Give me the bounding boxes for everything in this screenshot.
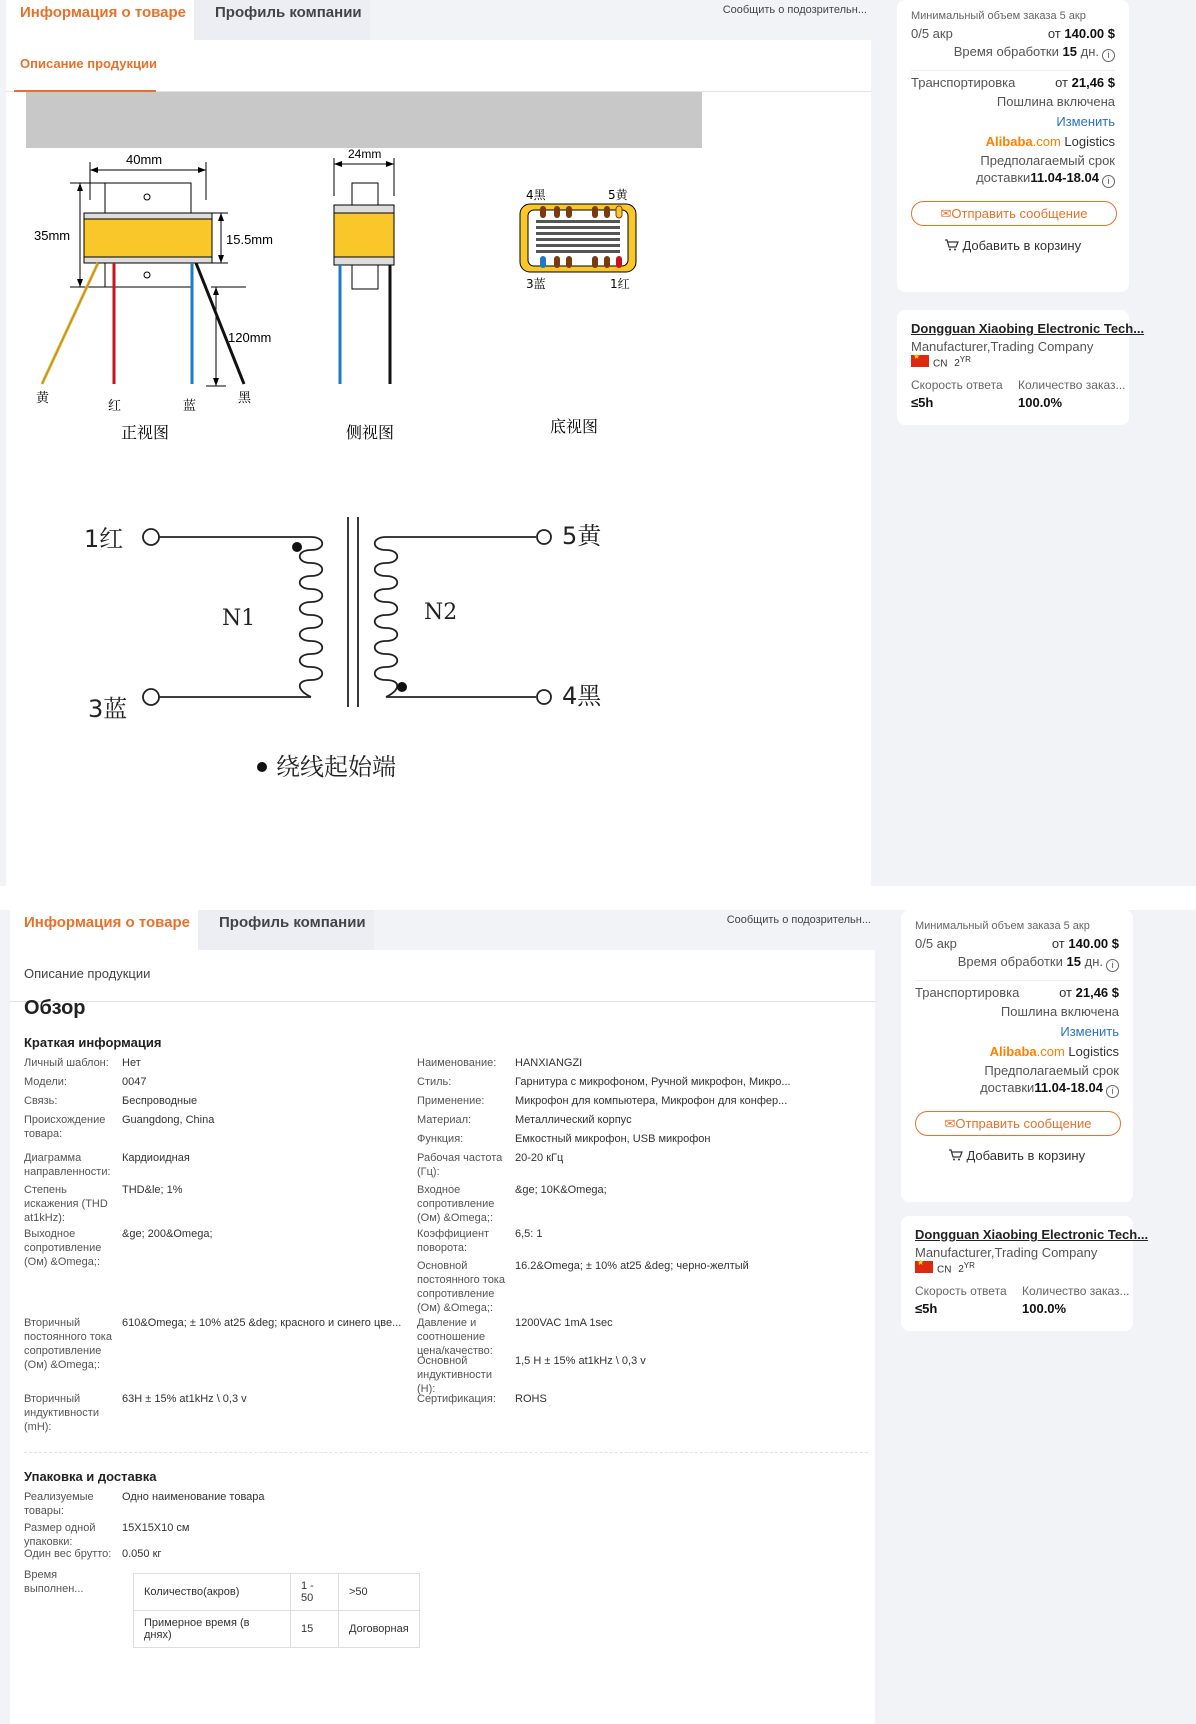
lead-black-label: 黑 bbox=[238, 391, 252, 406]
response-values bbox=[915, 1301, 1119, 1316]
table-cell: Количество(акров) bbox=[134, 1574, 291, 1611]
spec-key: Основной индуктивности (H): bbox=[417, 1355, 492, 1395]
duty-included: Пошлина включена bbox=[1000, 1004, 1119, 1019]
table-cell: Договорная bbox=[339, 1611, 420, 1648]
sidebar bbox=[901, 910, 1149, 1316]
est-delivery-dates: 11.04-18.04 bbox=[1034, 1080, 1103, 1095]
lead-time-row bbox=[911, 44, 1115, 62]
lead-yellow-label: 黄 bbox=[36, 391, 50, 406]
alibaba-logo-dotcom: .com bbox=[1036, 1044, 1065, 1059]
spec-value: 1200VAC 1mA 1sec bbox=[515, 1317, 613, 1329]
pin-4-label: 4黑 bbox=[526, 188, 546, 202]
spec-value: &ge; 10K&Omega; bbox=[515, 1184, 607, 1196]
est-delivery-dates: 11.04-18.04 bbox=[1030, 170, 1099, 185]
china-flag-icon bbox=[915, 1261, 933, 1273]
price-row bbox=[915, 936, 1119, 951]
est-delivery-label: Предполагаемый срок bbox=[984, 1063, 1119, 1078]
add-to-cart-button[interactable] bbox=[915, 1148, 1119, 1163]
front-view-caption: 正视图 bbox=[121, 423, 170, 442]
on-time-label: Количество заказ... bbox=[1022, 1284, 1130, 1298]
spec-key: Один вес брутто: bbox=[24, 1548, 112, 1560]
spec-key: Диаграмма направленности: bbox=[24, 1152, 111, 1178]
schematic-pin-3: 3蓝 bbox=[88, 695, 128, 723]
spec-value: 20-20 кГц bbox=[515, 1152, 564, 1164]
spec-value: 0047 bbox=[122, 1076, 147, 1088]
lead-time-table bbox=[133, 1573, 420, 1648]
shipping-price: 21,46 $ bbox=[1071, 75, 1115, 90]
supplier-country: CN bbox=[933, 358, 948, 370]
shipping-row bbox=[915, 980, 1119, 1000]
lead-time-label: Время обработки bbox=[953, 44, 1059, 59]
supplier-type: Manufacturer,Trading Company bbox=[915, 1245, 1098, 1260]
table-row bbox=[134, 1574, 420, 1611]
est-delivery-prefix: доставки bbox=[980, 1080, 1035, 1095]
section-divider bbox=[24, 1452, 868, 1453]
spec-value: &ge; 200&Omega; bbox=[122, 1228, 213, 1240]
transformer-diagram bbox=[26, 92, 702, 882]
gray-banner bbox=[26, 92, 702, 148]
on-time-value: 100.0% bbox=[1022, 1301, 1067, 1316]
packaging-heading: Упаковка и доставка bbox=[24, 1469, 157, 1484]
order-card bbox=[901, 910, 1133, 1202]
subtab-row bbox=[6, 40, 871, 92]
supplier-type: Manufacturer,Trading Company bbox=[911, 339, 1094, 354]
supplier-country-row bbox=[915, 1261, 1119, 1275]
add-to-cart-button[interactable] bbox=[911, 238, 1115, 253]
table-cell: >50 bbox=[339, 1574, 420, 1611]
response-rate-label: Скорость ответа bbox=[915, 1284, 1007, 1298]
spec-key: Степень искажения (THD at1kHz): bbox=[24, 1184, 108, 1224]
pin-1-label: 1红 bbox=[610, 277, 630, 291]
cart-icon bbox=[949, 1149, 963, 1161]
tab-product-info[interactable]: Информация о товаре bbox=[6, 0, 194, 40]
spec-value: 0.050 кг bbox=[122, 1548, 162, 1560]
supplier-years-unit: YR bbox=[963, 1261, 975, 1270]
add-to-cart-label: Добавить в корзину bbox=[962, 238, 1082, 253]
winding-start-legend: 绕线起始端 bbox=[276, 753, 396, 781]
table-row bbox=[134, 1611, 420, 1648]
sidebar bbox=[897, 0, 1145, 410]
info-icon[interactable]: i bbox=[1106, 959, 1119, 972]
winding-n1-label: N1 bbox=[222, 606, 256, 631]
price-prefix: от bbox=[1051, 936, 1065, 951]
lead-time-value: 15 bbox=[1062, 44, 1077, 59]
min-order-text: Минимальный объем заказа 5 акр bbox=[911, 10, 1086, 22]
supplier-country-row bbox=[911, 355, 1115, 369]
spec-key: Реализуемые товары: bbox=[24, 1491, 94, 1517]
spec-key: Выходное сопротивление (Ом) &Omega;: bbox=[24, 1228, 102, 1268]
spec-value: HANXIANGZI bbox=[515, 1057, 583, 1069]
report-suspicious-link[interactable]: Сообщить о подозрительн... bbox=[722, 4, 867, 16]
duty-included: Пошлина включена bbox=[996, 94, 1115, 109]
logistics-brand bbox=[911, 134, 1115, 149]
supplier-years-unit: YR bbox=[959, 355, 971, 364]
spec-value: Одно наименование товара bbox=[122, 1491, 265, 1503]
front-view bbox=[34, 152, 273, 442]
tab-company-profile[interactable]: Профиль компании bbox=[194, 0, 370, 40]
winding-n2-label: N2 bbox=[424, 600, 458, 625]
alibaba-logo-dotcom: .com bbox=[1032, 134, 1061, 149]
on-time-label: Количество заказ... bbox=[1018, 378, 1126, 392]
dim-core: 15.5mm bbox=[226, 232, 273, 247]
side-view bbox=[334, 147, 394, 442]
spec-value: Guangdong, China bbox=[122, 1114, 215, 1126]
spec-key: Наименование: bbox=[417, 1057, 497, 1069]
response-rate-value: ≤5h bbox=[911, 395, 934, 410]
supplier-name-link[interactable]: Dongguan Xiaobing Electronic Tech... bbox=[915, 1227, 1149, 1242]
spec-key: Размер одной упаковки: bbox=[24, 1522, 96, 1548]
dim-height: 35mm bbox=[34, 228, 71, 243]
logistics-word: Logistics bbox=[1064, 134, 1115, 149]
spec-value: ROHS bbox=[515, 1393, 547, 1405]
mail-icon: ✉ bbox=[940, 206, 952, 221]
spec-key: Сертификация: bbox=[417, 1393, 496, 1405]
bottom-view-caption: 底视图 bbox=[550, 417, 599, 436]
shipping-price: 21,46 $ bbox=[1075, 985, 1119, 1000]
min-order-text: Минимальный объем заказа 5 акр bbox=[915, 920, 1090, 932]
lead-time-row bbox=[915, 954, 1119, 972]
response-label bbox=[915, 1284, 1130, 1298]
bottom-view bbox=[520, 188, 636, 436]
response-rate-label: Скорость ответа bbox=[911, 378, 1003, 392]
price-prefix: от bbox=[1047, 26, 1061, 41]
alibaba-logo-text: Alibaba bbox=[985, 134, 1033, 149]
shipping-label: Транспортировка bbox=[915, 985, 1020, 1000]
order-card bbox=[897, 0, 1129, 292]
lead-red-label: 红 bbox=[108, 399, 122, 414]
tab-product-info[interactable]: Информация о товаре bbox=[10, 910, 198, 950]
lead-time-unit: дн. bbox=[1084, 954, 1103, 969]
legend-dot bbox=[257, 762, 267, 772]
overview-heading: Обзор bbox=[24, 997, 86, 1019]
spec-key: Входное сопротивление (Ом) &Omega;: bbox=[417, 1184, 495, 1224]
screenshot-bottom bbox=[0, 910, 1196, 1724]
spec-key: Давление и соотношение цена/качество: bbox=[417, 1317, 493, 1357]
change-shipping-link[interactable]: Изменить bbox=[1056, 114, 1115, 129]
spec-key: Основной постоянного тока сопротивление (Ом) &Omega;: bbox=[417, 1260, 505, 1314]
spec-value: Емкостный микрофон, USB микрофон bbox=[515, 1133, 711, 1145]
tab-company-profile[interactable]: Профиль компании bbox=[198, 910, 374, 950]
dim-width: 40mm bbox=[126, 152, 163, 167]
schematic bbox=[143, 517, 551, 707]
spec-key: Функция: bbox=[417, 1133, 464, 1145]
lead-time-value: 15 bbox=[1066, 954, 1081, 969]
send-message-label: Отправить сообщение bbox=[955, 1116, 1092, 1131]
spec-value: Гарнитура с микрофоном, Ручной микрофон, Микро... bbox=[515, 1076, 791, 1088]
subtab-row bbox=[10, 950, 875, 1002]
unit-price: 140.00 $ bbox=[1068, 936, 1119, 951]
supplier-card bbox=[901, 1216, 1149, 1331]
winding-start-dot-1 bbox=[292, 542, 302, 552]
info-icon[interactable]: i bbox=[1102, 49, 1115, 62]
spec-key: Коэффициент поворота: bbox=[417, 1228, 490, 1254]
screenshot-separator bbox=[0, 886, 1196, 910]
est-delivery-row bbox=[911, 170, 1115, 188]
spec-value: Беспроводные bbox=[122, 1095, 198, 1107]
spec-key: Происхождение товара: bbox=[24, 1114, 106, 1140]
unit-price: 140.00 $ bbox=[1064, 26, 1115, 41]
est-delivery-row bbox=[915, 1080, 1119, 1098]
shipping-row bbox=[911, 70, 1115, 90]
schematic-pin-5: 5黄 bbox=[562, 522, 602, 550]
supplier-card bbox=[897, 310, 1145, 425]
lead-time-unit: дн. bbox=[1080, 44, 1099, 59]
info-icon[interactable]: i bbox=[1106, 1085, 1119, 1098]
spec-key: Стиль: bbox=[417, 1076, 452, 1088]
schematic-pin-1: 1红 bbox=[84, 525, 124, 553]
send-message-button[interactable] bbox=[911, 201, 1117, 226]
table-cell: Примерное время (в днях) bbox=[134, 1611, 291, 1648]
spec-key: Личный шаблон: bbox=[24, 1057, 109, 1069]
info-icon[interactable]: i bbox=[1102, 175, 1115, 188]
spec-key: Модели: bbox=[24, 1076, 67, 1088]
response-label bbox=[911, 378, 1126, 392]
tab-bar bbox=[10, 910, 875, 950]
subtab-product-description[interactable]: Описание продукции bbox=[20, 56, 157, 71]
response-rate-value: ≤5h bbox=[915, 1301, 938, 1316]
est-delivery-prefix: доставки bbox=[976, 170, 1031, 185]
spec-value: Металлический корпус bbox=[515, 1114, 632, 1126]
tab-bar bbox=[6, 0, 871, 40]
spec-key: Применение: bbox=[417, 1095, 485, 1107]
spec-value: Нет bbox=[122, 1057, 141, 1069]
dim-depth: 24mm bbox=[348, 147, 382, 161]
pin-5-label: 5黄 bbox=[608, 188, 628, 202]
report-suspicious-link[interactable]: Сообщить о подозрительн... bbox=[726, 914, 871, 926]
spec-key: Время выполнен... bbox=[24, 1569, 84, 1595]
supplier-country: CN bbox=[937, 1264, 952, 1276]
table-cell: 15 bbox=[291, 1611, 339, 1648]
subtab-product-description[interactable]: Описание продукции bbox=[24, 966, 151, 981]
change-shipping-link[interactable]: Изменить bbox=[1060, 1024, 1119, 1039]
spec-value: 1,5 H ± 15% at1kHz \ 0,3 v bbox=[515, 1355, 646, 1367]
supplier-name-link[interactable]: Dongguan Xiaobing Electronic Tech... bbox=[911, 321, 1145, 336]
spec-value: Кардиоидная bbox=[122, 1152, 190, 1164]
supplier-years: 2 bbox=[958, 1264, 964, 1276]
winding-start-dot-2 bbox=[397, 682, 407, 692]
spec-key: Вторичный постоянного тока сопротивление (Ом) &Omega;: bbox=[24, 1317, 112, 1371]
send-message-label: Отправить сообщение bbox=[951, 206, 1088, 221]
shipping-label: Транспортировка bbox=[911, 75, 1016, 90]
shipping-price-prefix: от bbox=[1059, 985, 1072, 1000]
on-time-value: 100.0% bbox=[1018, 395, 1063, 410]
china-flag-icon bbox=[911, 355, 929, 367]
lead-blue-label: 蓝 bbox=[183, 399, 197, 414]
order-progress: 0/5 акр bbox=[915, 936, 957, 951]
logistics-brand bbox=[915, 1044, 1119, 1059]
spec-value: 63H ± 15% at1kHz \ 0,3 v bbox=[122, 1393, 247, 1405]
supplier-years: 2 bbox=[954, 358, 960, 370]
spec-value: 610&Omega; ± 10% at25 &deg; красного и синего цве... bbox=[122, 1317, 402, 1329]
spec-value: 16.2&Omega; ± 10% at25 &deg; черно-желтый bbox=[515, 1260, 749, 1272]
spec-value: 15X15X10 см bbox=[122, 1522, 190, 1534]
response-values bbox=[911, 395, 1115, 410]
add-to-cart-label: Добавить в корзину bbox=[966, 1148, 1086, 1163]
logistics-word: Logistics bbox=[1068, 1044, 1119, 1059]
cart-icon bbox=[945, 239, 959, 251]
spec-key: Вторичный индуктивности (mH): bbox=[24, 1393, 99, 1433]
order-progress: 0/5 акр bbox=[911, 26, 953, 41]
brief-info-heading: Краткая информация bbox=[24, 1035, 162, 1050]
pin-3-label: 3蓝 bbox=[526, 277, 546, 291]
side-view-caption: 侧视图 bbox=[346, 423, 395, 442]
main-content bbox=[10, 910, 875, 1724]
price-row bbox=[911, 26, 1115, 41]
send-message-button[interactable] bbox=[915, 1111, 1121, 1136]
shipping-price-prefix: от bbox=[1055, 75, 1068, 90]
spec-value: THD&le; 1% bbox=[122, 1184, 183, 1196]
spec-value: Микрофон для компьютера, Микрофон для конфер... bbox=[515, 1095, 788, 1107]
table-cell: 1 - 50 bbox=[291, 1574, 339, 1611]
main-content bbox=[6, 0, 871, 886]
dim-lead: 120mm bbox=[228, 330, 272, 345]
spec-value: 6,5: 1 bbox=[515, 1228, 543, 1240]
lead-time-label: Время обработки bbox=[957, 954, 1063, 969]
est-delivery-label: Предполагаемый срок bbox=[980, 153, 1115, 168]
spec-key: Связь: bbox=[24, 1095, 58, 1107]
spec-key: Рабочая частота (Гц): bbox=[417, 1152, 503, 1178]
spec-key: Материал: bbox=[417, 1114, 472, 1126]
schematic-pin-4: 4黑 bbox=[562, 682, 602, 710]
alibaba-logo-text: Alibaba bbox=[989, 1044, 1037, 1059]
mail-icon: ✉ bbox=[944, 1116, 956, 1131]
